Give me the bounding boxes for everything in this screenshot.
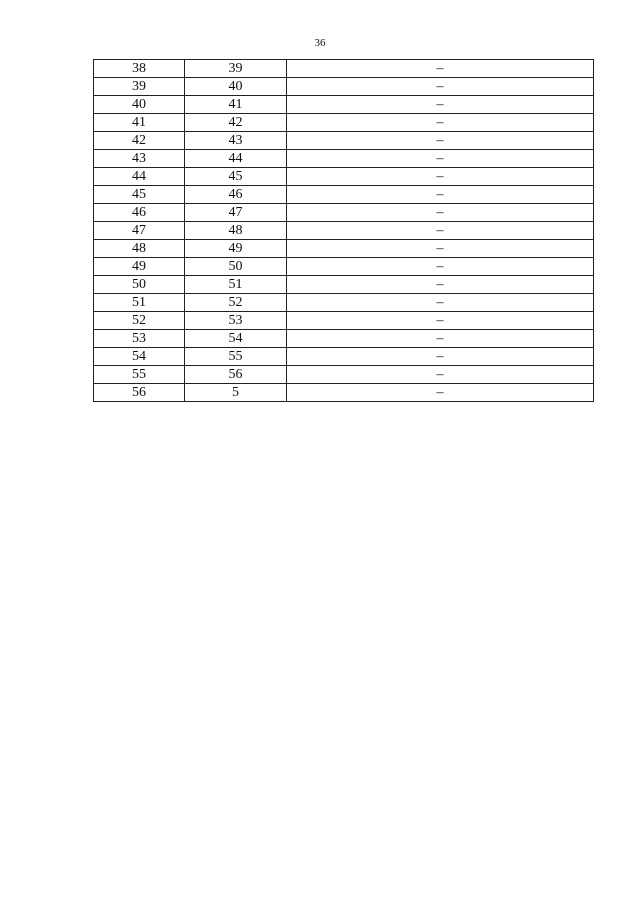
table-cell: – <box>287 132 594 150</box>
table-cell: 52 <box>94 312 185 330</box>
table-cell: 56 <box>185 366 287 384</box>
table-cell: 41 <box>185 96 287 114</box>
table-cell: – <box>287 204 594 222</box>
table-row <box>94 78 594 96</box>
table-cell: 40 <box>94 96 185 114</box>
table-cell: – <box>287 294 594 312</box>
table-row <box>94 276 594 294</box>
table-cell: 39 <box>94 78 185 96</box>
table-row <box>94 312 594 330</box>
table-row <box>94 204 594 222</box>
table-cell: 40 <box>185 78 287 96</box>
table-body <box>94 60 594 402</box>
table-row <box>94 222 594 240</box>
table-cell: 51 <box>185 276 287 294</box>
table-cell: 42 <box>94 132 185 150</box>
table-cell: 50 <box>185 258 287 276</box>
table-row <box>94 240 594 258</box>
table-cell: – <box>287 222 594 240</box>
table-row <box>94 384 594 402</box>
table-row <box>94 186 594 204</box>
table-cell: – <box>287 114 594 132</box>
table-cell: 39 <box>185 60 287 78</box>
table-cell: 44 <box>185 150 287 168</box>
table-row <box>94 132 594 150</box>
table-cell: 49 <box>185 240 287 258</box>
table-row <box>94 96 594 114</box>
table-cell: 56 <box>94 384 185 402</box>
table-cell: 55 <box>185 348 287 366</box>
table-cell: – <box>287 258 594 276</box>
table-cell: 46 <box>185 186 287 204</box>
table-row <box>94 258 594 276</box>
table-row <box>94 294 594 312</box>
table-cell: – <box>287 150 594 168</box>
table-row <box>94 168 594 186</box>
table-cell: 42 <box>185 114 287 132</box>
table-cell: 45 <box>185 168 287 186</box>
table-row <box>94 60 594 78</box>
table-cell: 53 <box>94 330 185 348</box>
table-cell: 41 <box>94 114 185 132</box>
table-cell: – <box>287 78 594 96</box>
page-number: 36 <box>314 37 326 49</box>
table-cell: – <box>287 96 594 114</box>
table-cell: 52 <box>185 294 287 312</box>
table-cell: 54 <box>185 330 287 348</box>
table-cell: 44 <box>94 168 185 186</box>
table-cell: 55 <box>94 366 185 384</box>
table-cell: 45 <box>94 186 185 204</box>
table-cell: 53 <box>185 312 287 330</box>
table-cell: 38 <box>94 60 185 78</box>
table-cell: 50 <box>94 276 185 294</box>
table-row <box>94 150 594 168</box>
data-table <box>93 59 594 402</box>
table-cell: 43 <box>185 132 287 150</box>
table-cell: 54 <box>94 348 185 366</box>
table-cell: 5 <box>185 384 287 402</box>
table-row <box>94 114 594 132</box>
table-cell: 48 <box>185 222 287 240</box>
table-cell: 43 <box>94 150 185 168</box>
table-cell: – <box>287 312 594 330</box>
table-cell: 47 <box>185 204 287 222</box>
table-cell: 51 <box>94 294 185 312</box>
table-row <box>94 330 594 348</box>
table-cell: – <box>287 276 594 294</box>
table-cell: – <box>287 348 594 366</box>
table-cell: – <box>287 366 594 384</box>
table-cell: – <box>287 240 594 258</box>
table-cell: – <box>287 60 594 78</box>
table-cell: 46 <box>94 204 185 222</box>
table-cell: – <box>287 168 594 186</box>
table-row <box>94 348 594 366</box>
table-cell: 47 <box>94 222 185 240</box>
table-row <box>94 366 594 384</box>
table-cell: – <box>287 186 594 204</box>
table-cell: 48 <box>94 240 185 258</box>
table-cell: – <box>287 384 594 402</box>
table-cell: – <box>287 330 594 348</box>
table-cell: 49 <box>94 258 185 276</box>
